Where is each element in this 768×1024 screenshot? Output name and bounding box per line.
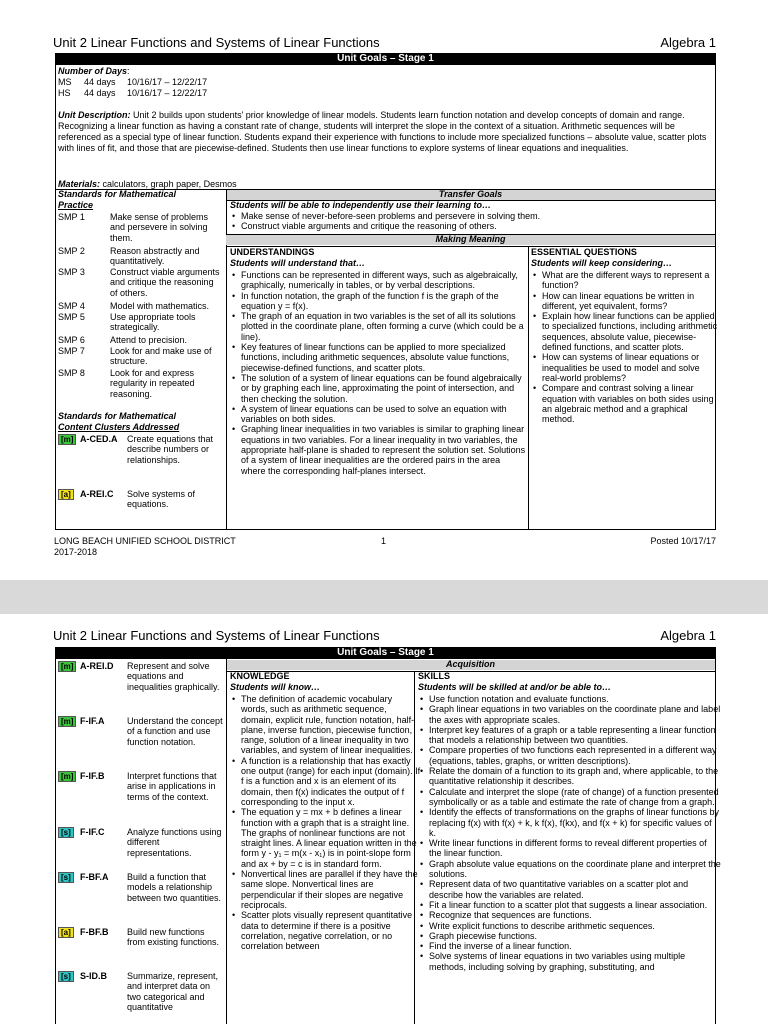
list-item: • Graph linear equations in two variables on the coordinate plane and label the axes with appropriate scales.	[429, 704, 721, 725]
smp-code: SMP 7	[58, 346, 85, 356]
list-item: • Key features of linear functions can be applied to more specialized functions, including arithmetic sequences, absolute value functions, piecewise-defined functions, and scatter plots.	[241, 342, 526, 373]
footer-year: 2017-2018	[54, 547, 98, 557]
smp-code: SMP 1	[58, 212, 85, 222]
list-item: • The definition of academic vocabulary words, such as arithmetic sequence, domain, explicit rule, function notation, half-plane, inverse function, piecewise function, range, solution of a linear inequality in two variables, and system of linear inequalities.	[241, 694, 421, 756]
materials: Materials: calculators, graph paper, Desmos	[58, 179, 237, 189]
standard-tag: [s]	[58, 827, 74, 838]
smp-code: SMP 8	[58, 368, 85, 378]
understandings-list	[230, 270, 526, 476]
cluster-code: A-CED.A	[80, 434, 118, 444]
days-count-hs: 44 days	[84, 88, 116, 98]
knowledge-heading: KNOWLEDGE	[230, 671, 290, 681]
document-page-2	[0, 614, 768, 1024]
footer-district: LONG BEACH UNIFIED SCHOOL DISTRICT	[54, 536, 236, 546]
smp-text: Model with mathematics.	[110, 301, 210, 311]
days-range-hs: 10/16/17 – 12/22/17	[127, 88, 208, 98]
smp-text: Attend to precision.	[110, 335, 188, 345]
list-item: • A system of linear equations can be used to solve an equation with variables on both sides.	[241, 404, 526, 425]
unit-title: Unit 2 Linear Functions and Systems of Linear Functions	[53, 628, 380, 643]
practice-heading-2: Practice	[58, 200, 94, 210]
skills-subheading: Students will be skilled at and/or be able to…	[418, 682, 612, 692]
list-item: • Calculate and interpret the slope (rate of change) of a function presented symbolically or as a table and estimate the rate of change from a graph.	[429, 787, 721, 808]
standard-tag: [s]	[58, 872, 74, 883]
footer-page-number: 1	[381, 536, 387, 546]
standard-text: Build a function that models a relationship between two quantities.	[127, 872, 222, 903]
list-item: • The equation y = mx + b defines a linear function with a graph that is a straight line. The graphs of nonlinear functions are not straight lines. A linear equation written in the form y - y₁ = m(x - x₁) is in point-slope form and ax + by = c is in standard form.	[241, 807, 421, 869]
list-item: • How can systems of linear equations or inequalities be used to model and solve real-world problems?	[542, 352, 720, 383]
standard-text: Build new functions from existing functions.	[127, 927, 220, 948]
skills-list	[418, 694, 721, 972]
smp-code: SMP 2	[58, 246, 85, 256]
unit-title: Unit 2 Linear Functions and Systems of Linear Functions	[53, 35, 380, 50]
acquisition-title: Acquisition	[446, 659, 495, 669]
cluster-code: A-REI.C	[80, 489, 114, 499]
footer-posted-date: Posted 10/17/17	[650, 536, 716, 546]
list-item: • Find the inverse of a linear function.	[429, 941, 721, 951]
transfer-goals-list	[230, 211, 721, 232]
days-heading: Number of Days:	[58, 66, 130, 76]
list-item: • How can linear equations be written in different, yet equivalent, forms?	[542, 291, 720, 312]
list-item: • Graph piecewise functions.	[429, 931, 721, 941]
cluster-text: Create equations that describe numbers or relationships.	[127, 434, 214, 465]
list-item: • Fit a linear function to a scatter plot that suggests a linear association.	[429, 900, 721, 910]
standard-code: F-IF.B	[80, 771, 105, 781]
days-row-ms: MS	[58, 77, 72, 87]
smp-text: Reason abstractly and quantitatively.	[110, 246, 200, 267]
smp-text: Use appropriate tools strategically.	[110, 312, 196, 333]
practice-heading-1: Standards for Mathematical	[58, 189, 177, 199]
cluster-text: Solve systems of equations.	[127, 489, 196, 510]
smp-text: Look for and make use of structure.	[110, 346, 212, 367]
list-item: • Solve systems of linear equations in two variables using multiple methods, including solving by graphing, substituting, and	[429, 951, 721, 972]
list-item: • Nonvertical lines are parallel if they have the same slope. Nonvertical lines are perpendicular if their slopes are negative reciprocals.	[241, 869, 421, 910]
standard-tag: [a]	[58, 927, 74, 938]
standard-code: A-REI.D	[80, 661, 114, 671]
standard-code: F-BF.A	[80, 872, 109, 882]
smp-code: SMP 6	[58, 335, 85, 345]
list-item: • The graph of an equation in two variables is the set of all its solutions plotted in the coordinate plane, often forming a curve (which could be a line).	[241, 311, 526, 342]
list-item: • Graphing linear inequalities in two variables is similar to graphing linear equations in two variables. For a linear inequality in two variables, the appropriate half-plane is shaded to represent the solution set. Solutions of a system of linear inequalities are the ordered pairs in the area where the corresponding half-planes intersect.	[241, 424, 526, 475]
list-item: • Represent data of two quantitative variables on a scatter plot and describe how the variables are related.	[429, 879, 721, 900]
standard-tag: [m]	[58, 661, 76, 672]
days-row-hs: HS	[58, 88, 71, 98]
knowledge-subheading: Students will know…	[230, 682, 321, 692]
course-name: Algebra 1	[660, 35, 716, 50]
transfer-subheading: Students will be able to independently use their learning to…	[230, 200, 492, 210]
list-item: • Write linear functions in different forms to reveal different properties of the linear function.	[429, 838, 721, 859]
cluster-tag: [a]	[58, 489, 74, 500]
list-item: • Identify the effects of transformations on the graphs of linear functions by replacing f(x) with f(x) + k, k f(x), f(kx), and f(x + k) for specific values of k.	[429, 807, 721, 838]
essential-questions-subheading: Students will keep considering…	[531, 258, 673, 268]
standard-code: F-IF.C	[80, 827, 105, 837]
unit-description: Unit Description: Unit 2 builds upon students' prior knowledge of linear models. Students learn function notation and develop concepts of domain and range. Recognizing a linear function as having a constant rate of change, students will interpret the slope in the context of a situation. Arithmetic sequences will be referenced as a special type of linear function. Students expand their experience with functions to include more specialized functions – absolute value, scatter plots with lines of fit, and those that are piecewise-defined. Students then use linear functions to explore systems of linear equations and inequalities.	[58, 110, 707, 153]
unit-goals-bar: Unit Goals – Stage 1	[55, 647, 716, 659]
clusters-heading-1: Standards for Mathematical	[58, 411, 177, 421]
standard-text: Analyze functions using different representations.	[127, 827, 222, 858]
list-item: • Graph absolute value equations on the coordinate plane and interpret the solutions.	[429, 859, 721, 880]
standard-tag: [m]	[58, 771, 76, 782]
unit-goals-bar: Unit Goals – Stage 1	[55, 53, 716, 65]
list-item: • A function is a relationship that has exactly one output (range) for each input (domain). If f is a function and x is an element of its domain, then f(x) indicates the output of f corresponding to the input x.	[241, 756, 421, 807]
list-item: • The solution of a system of linear equations can be found algebraically or by graphing each line, approximating the point of intersection, and then checking the solution.	[241, 373, 526, 404]
list-item: • Scatter plots visually represent quantitative data to determine if there is a positive correlation, negative correlation, or no correlation between	[241, 910, 421, 951]
divider	[226, 234, 716, 235]
days-range-ms: 10/16/17 – 12/22/17	[127, 77, 208, 87]
course-name: Algebra 1	[660, 628, 716, 643]
smp-text: Look for and express regularity in repeated reasoning.	[110, 368, 195, 399]
understandings-subheading: Students will understand that…	[230, 258, 366, 268]
standard-code: S-ID.B	[80, 971, 107, 981]
list-item: • Compare and contrast solving a linear equation with variables on both sides using an algebraic method and a graphical method.	[542, 383, 720, 424]
standard-text: Interpret functions that arise in applications in terms of the context.	[127, 771, 217, 802]
column-divider	[528, 246, 529, 529]
standard-tag: [m]	[58, 716, 76, 727]
essential-questions-heading: ESSENTIAL QUESTIONS	[531, 247, 637, 257]
knowledge-list	[230, 694, 421, 951]
list-item: • Construct viable arguments and critique the reasoning of others.	[241, 221, 721, 231]
smp-text: Construct viable arguments and critique the reasoning of others.	[110, 267, 220, 298]
list-item: • In function notation, the graph of the function f is the graph of the equation y = f(x).	[241, 291, 526, 312]
list-item: • Relate the domain of a function to its graph and, where applicable, to the quantitative relationship it describes.	[429, 766, 721, 787]
standard-text: Represent and solve equations and inequalities graphically.	[127, 661, 220, 692]
column-divider	[226, 659, 227, 1024]
list-item: • Functions can be represented in different ways, such as algebraically, graphically, numerically in tables, or by verbal descriptions.	[241, 270, 526, 291]
smp-code: SMP 3	[58, 267, 85, 277]
list-item: • Interpret key features of a graph or a table representing a linear function that models a relationship between two quantities.	[429, 725, 721, 746]
list-item: • Make sense of never-before-seen problems and persevere in solving them.	[241, 211, 721, 221]
list-item: • Recognize that sequences are functions.	[429, 910, 721, 920]
list-item: • Write explicit functions to describe arithmetic sequences.	[429, 921, 721, 931]
skills-heading: SKILLS	[418, 671, 451, 681]
list-item: • Use function notation and evaluate functions.	[429, 694, 721, 704]
standard-text: Understand the concept of a function and use function notation.	[127, 716, 223, 747]
transfer-goals-title: Transfer Goals	[438, 189, 503, 199]
clusters-heading-2: Content Clusters Addressed	[58, 422, 180, 432]
standard-code: F-BF.B	[80, 927, 109, 937]
days-count-ms: 44 days	[84, 77, 116, 87]
standard-text: Summarize, represent, and interpret data on two categorical and quantitative	[127, 971, 219, 1012]
list-item: • What are the different ways to represent a function?	[542, 270, 720, 291]
essential-questions-list	[531, 270, 720, 424]
list-item: • Explain how linear functions can be applied to specialized functions, including arithmetic sequences, absolute value, piecewise-defined functions, and scatter plots.	[542, 311, 720, 352]
cluster-tag: [m]	[58, 434, 76, 445]
standard-tag: [s]	[58, 971, 74, 982]
smp-text: Make sense of problems and persevere in solving them.	[110, 212, 209, 243]
divider	[226, 671, 716, 672]
standard-code: F-IF.A	[80, 716, 105, 726]
making-meaning-title: Making Meaning	[435, 234, 506, 244]
understandings-heading: UNDERSTANDINGS	[230, 247, 315, 257]
list-item: • Compare properties of two functions each represented in a different way (equations, tables, graphs, or written descriptions).	[429, 745, 721, 766]
smp-code: SMP 4	[58, 301, 85, 311]
smp-code: SMP 5	[58, 312, 85, 322]
